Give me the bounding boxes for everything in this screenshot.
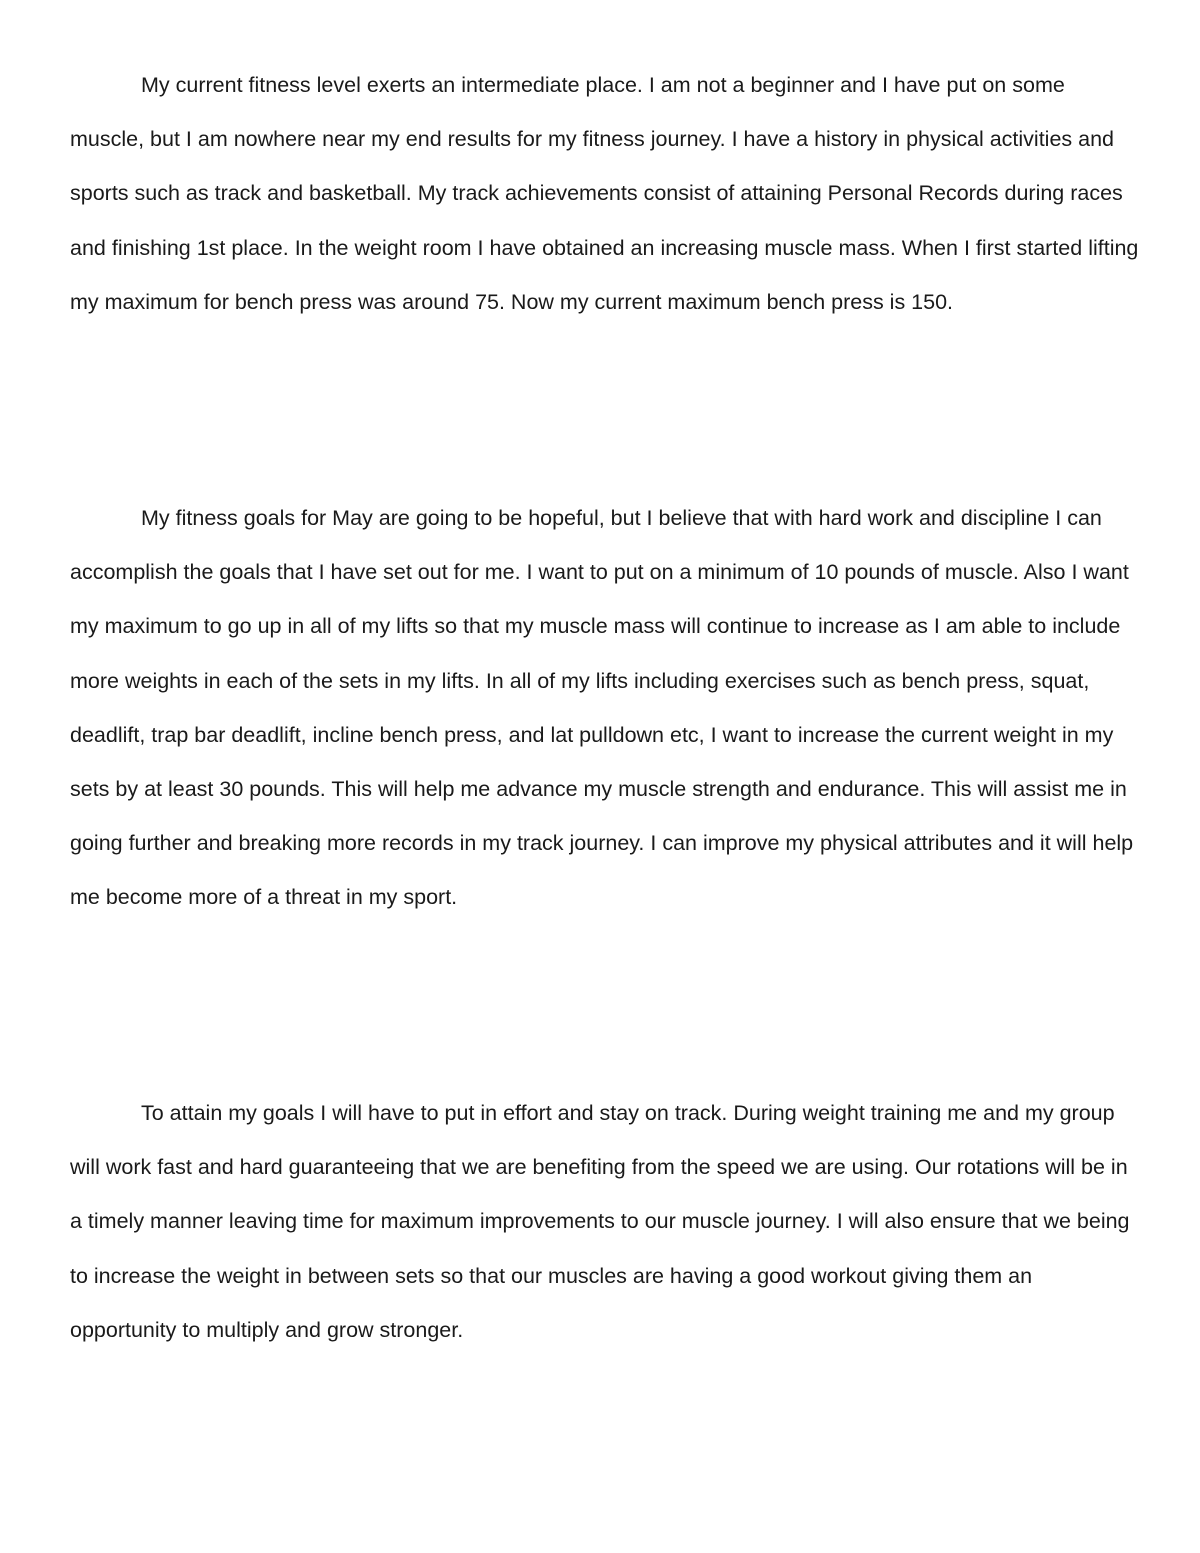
paragraph-fitness-goals: My fitness goals for May are going to be hopeful, but I believe that with hard work and discipline I can accomplish the goals that I have set out for me. I want to put on a minimum of 10 pounds of muscle. Also I want my maximum to go up in all of my lifts so that my muscle mass will continue to increase as I am able to include more weights in each of the sets in my lifts. In all of my lifts including exercises such as bench press, squat, deadlift, trap bar deadlift, incline bench press, and lat pulldown etc, I want to increase the current weight in my sets by at least 30 pounds. This will help me advance my muscle strength and endurance. This will assist me in going further and breaking more records in my track journey. I can improve my physical attributes and it will help me become more of a threat in my sport. — [70, 506, 1134, 910]
paragraph-attaining-goals: To attain my goals I will have to put in effort and stay on track. During weight training me and my group will work fast and hard guaranteeing that we are benefiting from the speed we are using. Our rotations will be in a timely manner leaving time for maximum improvements to our muscle journey. I will also ensure that we being to increase the weight in between sets so that our muscles are having a good workout giving them an opportunity to multiply and grow stronger. — [70, 1101, 1130, 1342]
paragraph-current-fitness-level: My current fitness level exerts an intermediate place. I am not a beginner and I have put on some muscle, but I am nowhere near my end results for my fitness journey. I have a history in physical activities and sports such as track and basketball. My track achievements consist of attaining Personal Records during races and finishing 1st place. In the weight room I have obtained an increasing muscle mass. When I first started lifting my maximum for bench press was around 75. Now my current maximum bench press is 150. — [70, 73, 1139, 314]
